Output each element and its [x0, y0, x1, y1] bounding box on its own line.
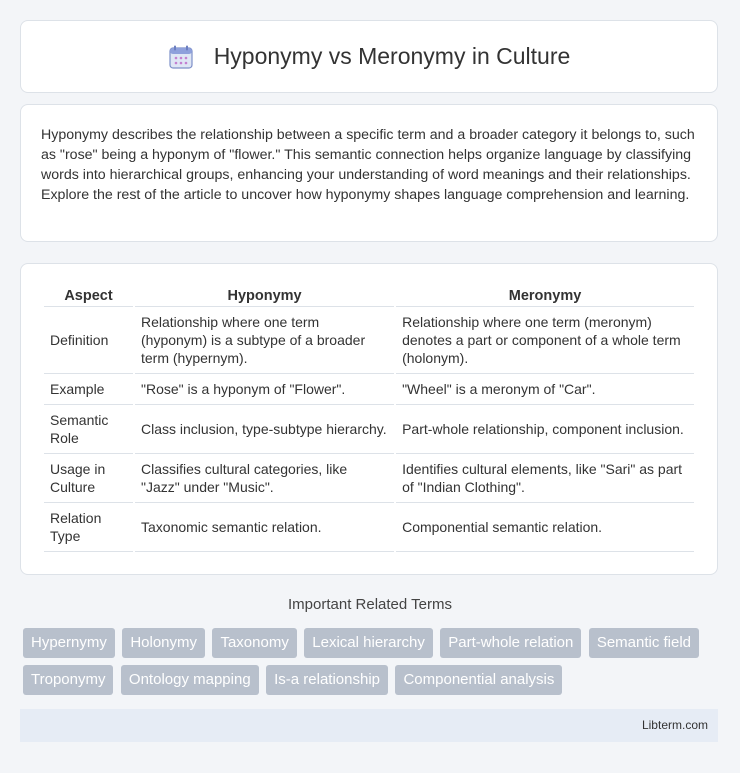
calendar-grid-icon — [168, 44, 194, 70]
footer — [20, 709, 718, 742]
related-terms-title: Important Related Terms — [288, 596, 452, 613]
column-header-aspect: Aspect — [44, 284, 133, 307]
related-term-tag[interactable]: Semantic field — [589, 628, 699, 658]
table-cell-hyponymy: Taxonomic semantic relation. — [135, 503, 394, 552]
table-cell-aspect: Semantic Role — [44, 405, 133, 454]
related-term-tag[interactable]: Hypernymy — [23, 628, 115, 658]
table-cell-aspect: Usage in Culture — [44, 454, 133, 503]
table-row — [44, 503, 694, 552]
footer-brand-link[interactable]: Libterm.com — [641, 718, 708, 732]
table-row — [44, 307, 694, 374]
table-row — [44, 454, 694, 503]
table-cell-hyponymy: Classifies cultural categories, like "Jazz" under "Music". — [135, 454, 394, 503]
table-cell-meronymy: Componential semantic relation. — [396, 503, 694, 552]
table-row — [44, 374, 694, 405]
table-header-row — [44, 284, 694, 307]
intro-card — [20, 104, 718, 242]
comparison-table-card — [20, 263, 718, 575]
related-term-tag[interactable]: Ontology mapping — [121, 665, 259, 695]
related-term-tag[interactable]: Componential analysis — [395, 665, 562, 695]
column-header-meronymy: Meronymy — [396, 284, 694, 307]
table-row — [44, 405, 694, 454]
table-cell-meronymy: Part-whole relationship, component inclusion. — [396, 405, 694, 454]
intro-text: Hyponymy describes the relationship between a specific term and a broader category it belongs to, such as "rose" being a hyponym of "flower." This semantic connection helps organize language by classifying words into hierarchical groups, enhancing your understanding of word meanings and their relationships. Explore the rest of the article to uncover how hyponymy shapes language comprehension and learning. — [41, 127, 695, 203]
table-cell-hyponymy: "Rose" is a hyponym of "Flower". — [135, 374, 394, 405]
table-cell-meronymy: Relationship where one term (meronym) denotes a part or component of a whole term (holonym). — [396, 307, 694, 374]
page-title: Hyponymy vs Meronymy in Culture — [213, 43, 571, 69]
related-term-tag[interactable]: Is-a relationship — [266, 665, 388, 695]
related-term-tag[interactable]: Lexical hierarchy — [304, 628, 433, 658]
related-term-tag[interactable]: Part-whole relation — [440, 628, 581, 658]
related-terms-list — [23, 628, 723, 702]
title-card — [20, 20, 718, 93]
table-cell-aspect: Relation Type — [44, 503, 133, 552]
table-cell-aspect: Definition — [44, 307, 133, 374]
column-header-hyponymy: Hyponymy — [135, 284, 394, 307]
comparison-table — [42, 284, 696, 552]
related-term-tag[interactable]: Holonymy — [122, 628, 205, 658]
table-cell-meronymy: "Wheel" is a meronym of "Car". — [396, 374, 694, 405]
related-term-tag[interactable]: Taxonomy — [212, 628, 296, 658]
table-cell-aspect: Example — [44, 374, 133, 405]
table-cell-meronymy: Identifies cultural elements, like "Sari" as part of "Indian Clothing". — [396, 454, 694, 503]
table-cell-hyponymy: Class inclusion, type-subtype hierarchy. — [135, 405, 394, 454]
related-term-tag[interactable]: Troponymy — [23, 665, 113, 695]
table-cell-hyponymy: Relationship where one term (hyponym) is a subtype of a broader term (hypernym). — [135, 307, 394, 374]
